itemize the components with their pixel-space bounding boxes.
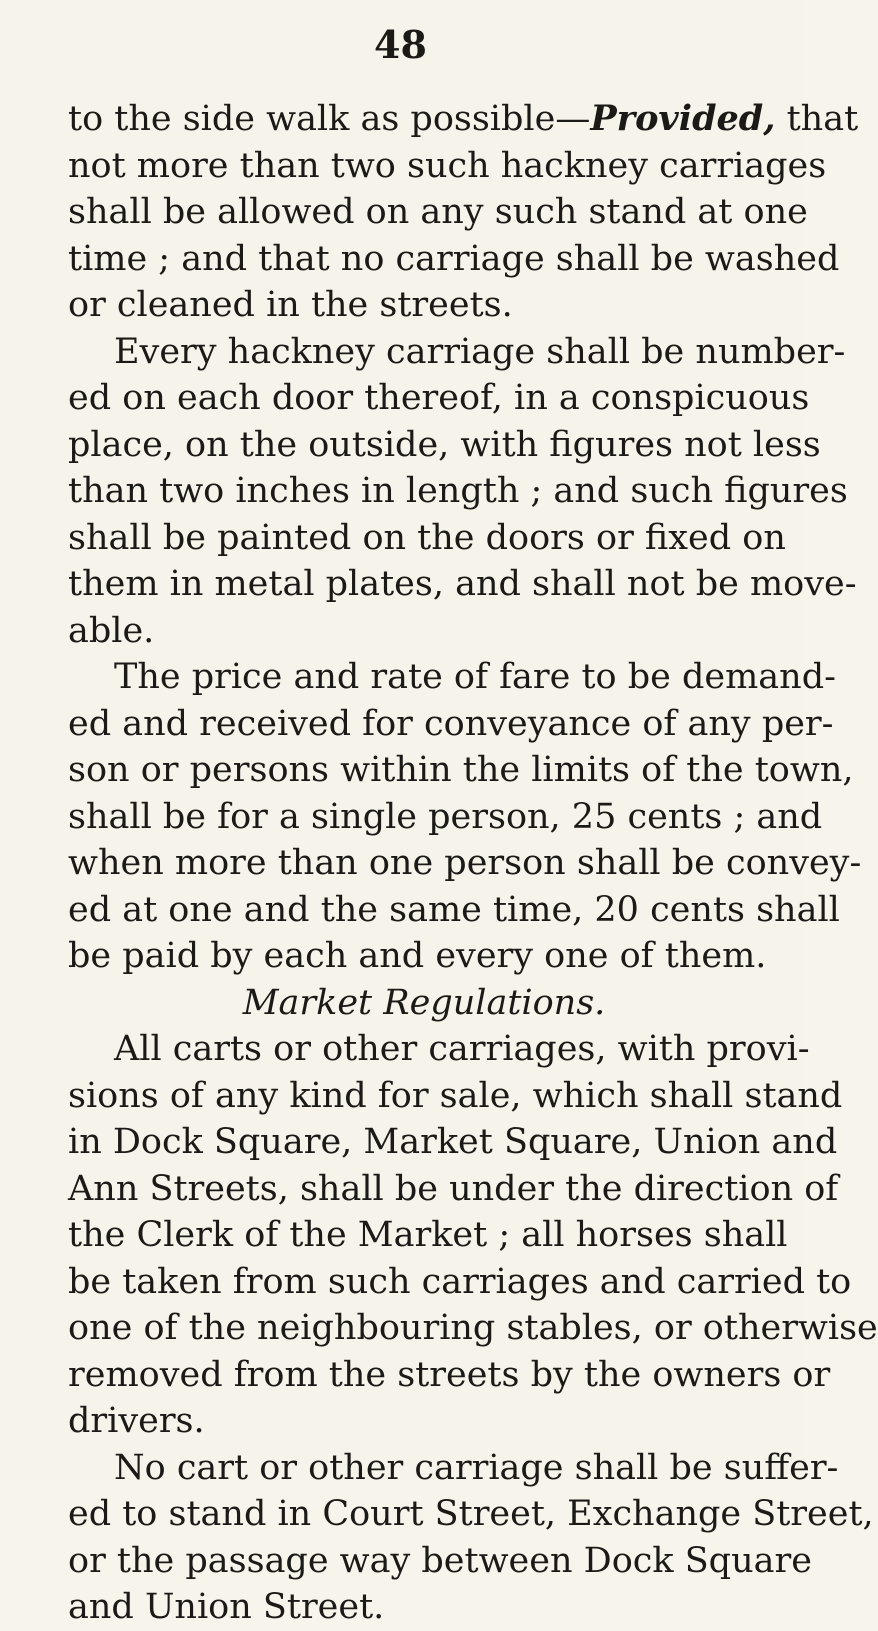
text-line: shall be painted on the doors or fixed on [68,517,786,558]
text-line: them in metal plates, and shall not be move- [68,564,857,604]
emphasis-provided: Provided, [590,98,776,139]
text-line: No cart or other carriage shall be suffer- [114,1447,839,1488]
text-line: one of the neighbouring stables, or otherwise [68,1308,878,1348]
text-line: removed from the streets by the owners or [68,1354,831,1395]
text-line: be paid by each and every one of them. [68,936,767,976]
text-line: The price and rate of fare to be demand- [114,657,836,697]
text-line: Ann Streets, shall be under the direction of [68,1168,839,1209]
page-body-text [68,96,878,1631]
text-line: son or persons within the limits of the town, [68,750,854,790]
text-line: ed and received for conveyance of any per- [68,703,834,744]
section-heading: Market Regulations. [242,982,606,1023]
text-line: when more than one person shall be convey- [68,843,862,883]
text-line: or cleaned in the streets. [68,285,513,325]
text-line: place, on the outside, with figures not less [68,424,821,465]
text-line: Every hackney carriage shall be number- [114,331,846,372]
text-line: ed at one and the same time, 20 cents shall [68,889,840,930]
text-line: shall be allowed on any such stand at one [68,192,808,232]
text-line: sions of any kind for sale, which shall stand [68,1075,843,1116]
text-line [68,96,859,143]
text-line: All carts or other carriages, with provi- [114,1029,810,1069]
line-text: that [775,99,859,139]
text-line: or the passage way between Dock Square [68,1540,812,1581]
text-line: time ; and that no carriage shall be washed [68,238,840,279]
text-line: than two inches in length ; and such figures [68,471,848,511]
text-line: drivers. [68,1401,205,1441]
text-line: ed on each door thereof, in a conspicuous [68,378,810,418]
text-line: and Union Street. [68,1587,385,1627]
text-line: ed to stand in Court Street, Exchange Street, [68,1494,874,1534]
text-line: shall be for a single person, 25 cents ; and [68,796,823,837]
text-line: in Dock Square, Market Square, Union and [68,1122,838,1162]
text-line: not more than two such hackney carriages [68,145,827,186]
line-text: to the side walk as possible— [68,99,591,139]
text-line: be taken from such carriages and carried to [68,1261,852,1302]
text-line: able. [68,610,155,651]
page-number: 48 [374,22,427,67]
text-line: the Clerk of the Market ; all horses shall [68,1215,788,1255]
